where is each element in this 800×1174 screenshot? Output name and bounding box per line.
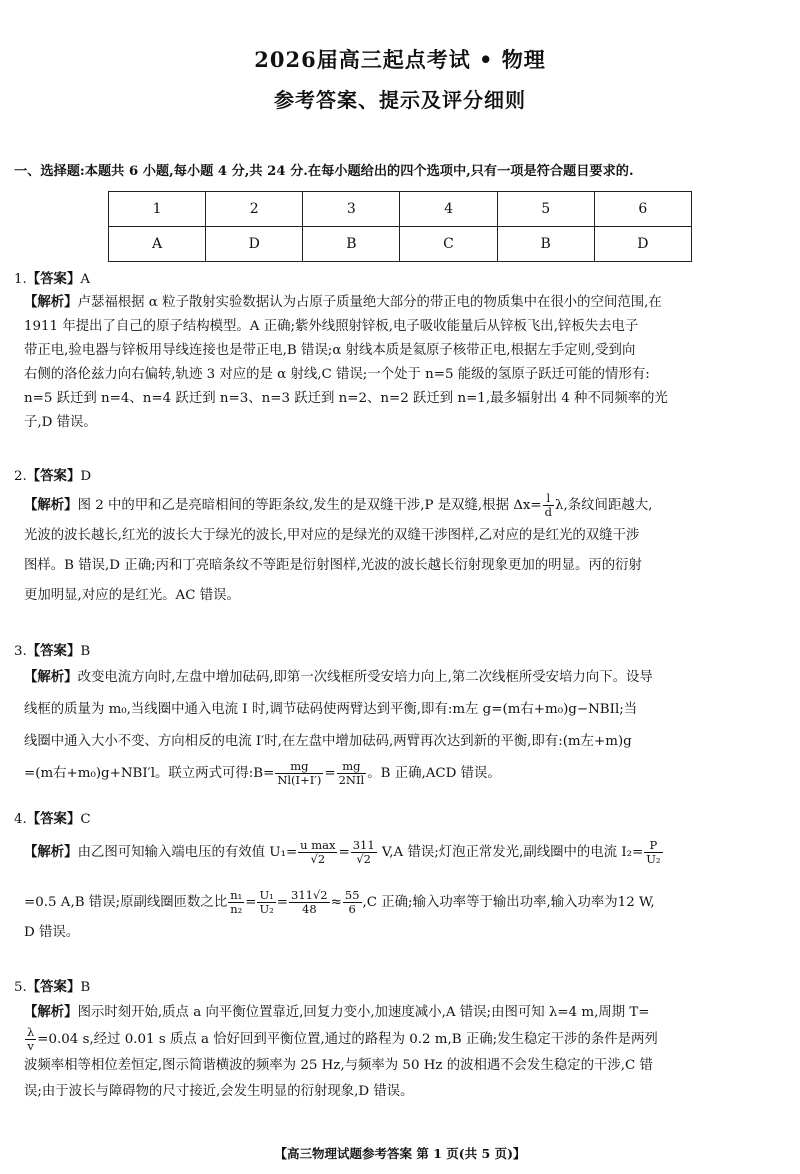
explanation-label: 【解析】 xyxy=(24,1004,78,1020)
answer-value: B xyxy=(80,644,91,659)
page-footer: 【高三物理试题参考答案 第 1 页(共 5 页)】 xyxy=(274,1146,526,1161)
answer-value: B xyxy=(80,980,91,995)
section-heading: 一、选择题:本题共 6 小题,每小题 4 分,共 24 分.在每小题给出的四个选项中,只有一项是符合题目要求的. xyxy=(14,164,634,179)
fraction-numerator: mg xyxy=(275,760,323,774)
question-number: 4. xyxy=(14,812,27,827)
explanation-label: 【解析】 xyxy=(24,497,78,513)
fraction-denominator: √2 xyxy=(356,852,372,866)
text: λ,条纹间距越大, xyxy=(555,498,653,513)
explanation-line: 波频率相等相位差恒定,图示简谐横波的频率为 25 Hz,与频率为 50 Hz 的波相遇不会发生稳定的干涉,C 错 xyxy=(24,1058,653,1073)
question-2 xyxy=(14,465,786,611)
explanation xyxy=(24,837,786,948)
text: =0.5 A,B 错误;原副线圈匝数之比 xyxy=(24,895,228,910)
page-subtitle: 参考答案、提示及评分细则 xyxy=(274,88,526,112)
table-cell: 2 xyxy=(206,192,303,227)
table-cell: D xyxy=(206,227,303,262)
explanation-line xyxy=(24,888,786,918)
explanation-line xyxy=(24,837,786,868)
question-number: 3. xyxy=(14,644,27,659)
text: 。B 正确,ACD 错误。 xyxy=(367,766,501,781)
explanation-line: 线框的质量为 m₀,当线圈中通入电流 I 时,调节砝码使两臂达到平衡,即有:m左 g=(m右+m₀)g−NBIl;当 xyxy=(24,702,638,717)
explanation-label: 【解析】 xyxy=(24,669,78,685)
text: V,A 错误;灯泡正常发光,副线圈中的电流 I₂= xyxy=(377,845,644,860)
explanation-line: 带正电,验电器与锌板用导线连接也是带正电,B 错误;α 射线本质是氦原子核带正电,根据左手定则,受到向 xyxy=(24,343,636,358)
explanation-line: n=5 跃迁到 n=4、n=4 跃迁到 n=3、n=3 跃迁到 n=2、n=2 跃迁到 n=1,最多辐射出 4 种不同频率的光 xyxy=(24,391,668,406)
text: 图 2 中的甲和乙是亮暗相间的等距条纹,发生的是双缝干涉,P 是双缝,根据 Δx= xyxy=(77,498,542,513)
explanation-line: D 错误。 xyxy=(24,925,80,940)
explanation-line: 更加明显,对应的是红光。AC 错误。 xyxy=(24,588,240,603)
fraction xyxy=(275,760,323,787)
text: = xyxy=(276,895,289,910)
explanation-line xyxy=(24,661,786,694)
text: 改变电流方向时,左盘中增加砝码,即第一次线框所受安培力向上,第二次线框所受安培力向下。设导 xyxy=(77,670,653,685)
explanation-line xyxy=(24,999,786,1026)
text: ,C 正确;输入功率等于输出功率,输入功率为12 W, xyxy=(362,895,655,910)
fraction-numerator: P xyxy=(644,839,662,853)
explanation-line: 线圈中通入大小不变、方向相反的电流 I′时,在左盘中增加砝码,两臂再次达到新的平衡,即有:(m左+m)g xyxy=(24,734,632,749)
fraction xyxy=(543,492,554,519)
answer-label: 【答案】 xyxy=(26,643,81,659)
text: =(m右+m₀)g+NBI′l。联立两式可得:B= xyxy=(24,766,275,781)
explanation-line: 子,D 错误。 xyxy=(24,415,97,430)
text: = xyxy=(324,766,336,781)
fraction-denominator: n₂ xyxy=(230,902,243,916)
text: 图示时刻开始,质点 a 向平衡位置靠近,回复力变小,加速度减小,A 错误;由图可知 λ=4 m,周期 T= xyxy=(77,1005,650,1020)
answer-table-answer-row xyxy=(109,227,692,262)
answer-label: 【答案】 xyxy=(26,271,81,287)
fraction-denominator: √2 xyxy=(310,852,326,866)
table-cell: D xyxy=(594,227,691,262)
question-4 xyxy=(14,808,786,948)
explanation xyxy=(24,999,786,1105)
fraction-denominator: 6 xyxy=(348,902,356,916)
fraction-numerator: mg xyxy=(337,760,367,774)
explanation-line: 右侧的洛伦兹力向右偏转,轨迹 3 对应的是 α 射线,C 错误;一个处于 n=5 能级的氢原子跃迁可能的情形有: xyxy=(24,367,650,382)
question-1 xyxy=(14,268,786,435)
explanation xyxy=(24,661,786,790)
text: = xyxy=(338,845,350,860)
answer-label: 【答案】 xyxy=(26,979,81,995)
question-number: 1. xyxy=(14,272,27,287)
table-cell: B xyxy=(303,227,400,262)
table-cell: A xyxy=(109,227,206,262)
fraction-denominator: d xyxy=(544,505,553,519)
explanation-line: 误;由于波长与障碍物的尺寸接近,会发生明显的衍射现象,D 错误。 xyxy=(24,1084,414,1099)
table-cell: 6 xyxy=(594,192,691,227)
answer-line xyxy=(14,268,786,287)
answer-value: C xyxy=(80,812,91,827)
table-cell: 5 xyxy=(497,192,594,227)
answer-value: D xyxy=(80,469,92,484)
text: = xyxy=(245,895,257,910)
fraction xyxy=(228,889,244,916)
answer-table xyxy=(108,191,692,262)
fraction-denominator: Nl(I+I′) xyxy=(277,773,322,787)
table-cell: C xyxy=(400,227,497,262)
answer-value: A xyxy=(80,272,91,287)
fraction xyxy=(289,889,330,916)
fraction-denominator: 48 xyxy=(302,902,317,916)
fraction xyxy=(298,839,337,866)
answer-line xyxy=(14,808,786,827)
answer-line xyxy=(14,976,786,995)
explanation-label: 【解析】 xyxy=(24,294,78,310)
fraction-numerator: 55 xyxy=(344,888,360,902)
table-cell: B xyxy=(497,227,594,262)
question-5 xyxy=(14,976,786,1105)
fraction xyxy=(337,760,367,787)
explanation-label: 【解析】 xyxy=(24,844,78,860)
fraction-denominator: U₂ xyxy=(646,852,661,866)
fraction-numerator: 311 xyxy=(352,838,375,852)
fraction-denominator: 2NIl xyxy=(338,773,365,787)
fraction xyxy=(644,839,662,866)
table-cell: 4 xyxy=(400,192,497,227)
fraction-numerator: u max xyxy=(300,838,336,852)
answer-line xyxy=(14,465,786,484)
fraction-numerator: U₁ xyxy=(259,888,274,902)
explanation-line: 光波的波长越长,红光的波长大于绿光的波长,甲对应的是绿光的双缝干涉图样,乙对应的是红光的双缝干涉 xyxy=(24,528,640,543)
table-cell: 3 xyxy=(303,192,400,227)
answer-label: 【答案】 xyxy=(26,811,81,827)
text: 由乙图可知输入端电压的有效值 U₁= xyxy=(77,845,298,860)
page-title: 2026届高三起点考试 • 物理 xyxy=(254,47,546,72)
question-number: 5. xyxy=(14,980,27,995)
explanation-line xyxy=(24,290,786,315)
explanation-line: 1911 年提出了自己的原子结构模型。A 正确;紫外线照射锌板,电子吸收能量后从锌板飞出,锌板失去电子 xyxy=(24,319,639,334)
fraction xyxy=(343,889,362,916)
explanation-line xyxy=(24,758,786,790)
text: =0.04 s,经过 0.01 s 质点 a 恰好回到平衡位置,通过的路程为 0.2 m,B 正确;发生稳定干涉的条件是两列 xyxy=(37,1032,658,1047)
answer-line xyxy=(14,640,786,659)
fraction-denominator: v xyxy=(27,1039,34,1053)
question-3 xyxy=(14,640,786,790)
fraction-numerator: λ xyxy=(27,1025,35,1039)
fraction xyxy=(351,839,377,866)
answer-label: 【答案】 xyxy=(26,468,81,484)
explanation xyxy=(24,490,786,611)
question-number: 2. xyxy=(14,469,27,484)
fraction-numerator: l xyxy=(543,492,554,506)
fraction-numerator: 311√2 xyxy=(291,888,328,902)
text: 卢瑟福根据 α 粒子散射实验数据认为占原子质量绝大部分的带正电的物质集中在很小的空间范围,在 xyxy=(77,295,662,310)
explanation xyxy=(24,290,786,435)
fraction-denominator: U₂ xyxy=(259,902,274,916)
table-cell: 1 xyxy=(109,192,206,227)
explanation-line xyxy=(24,1026,786,1053)
text: ≈ xyxy=(330,895,342,910)
explanation-line xyxy=(24,490,786,521)
fraction xyxy=(257,889,275,916)
answer-table-number-row xyxy=(109,192,692,227)
fraction-numerator: n₁ xyxy=(230,888,243,902)
explanation-line: 图样。B 错误,D 正确;丙和丁亮暗条纹不等距是衍射图样,光波的波长越长衍射现象更加的明显。丙的衍射 xyxy=(24,558,642,573)
fraction xyxy=(25,1026,36,1053)
